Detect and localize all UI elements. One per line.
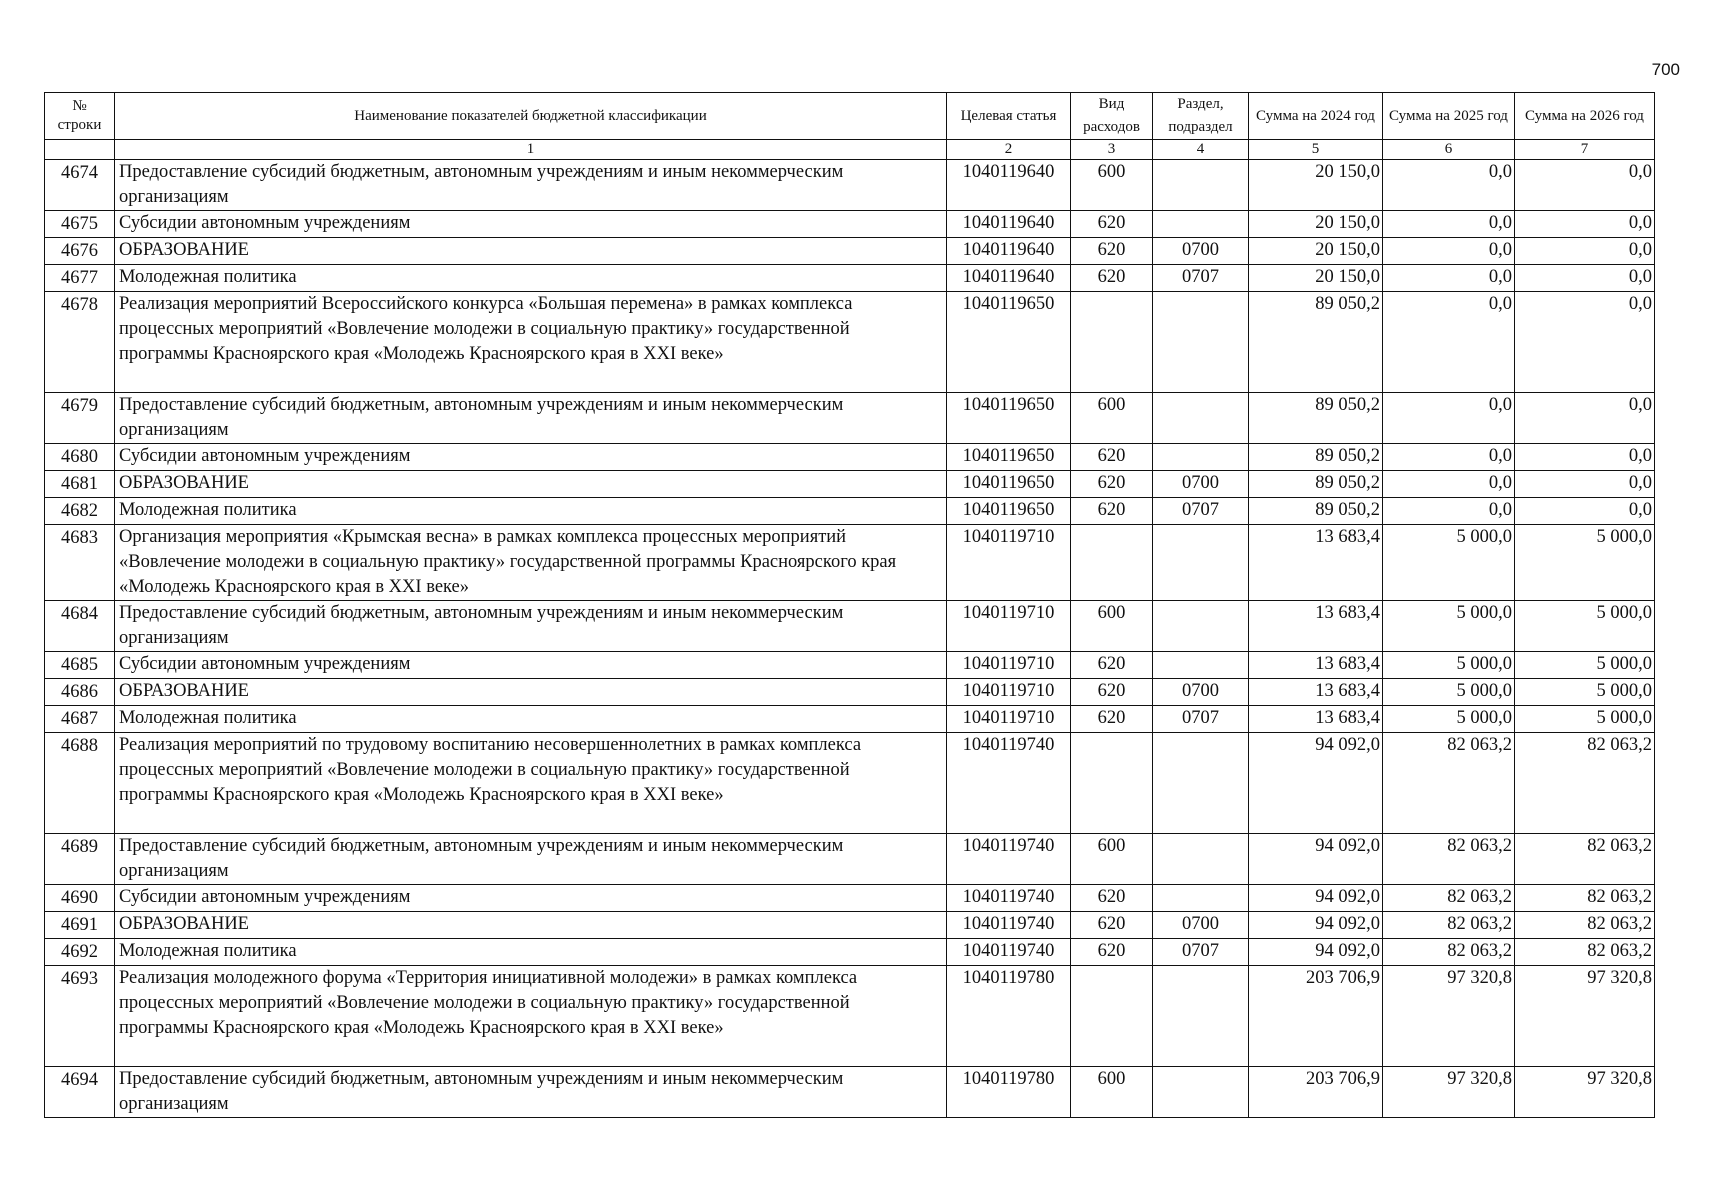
row-amount-2025-cell: 0,0 — [1383, 393, 1515, 444]
row-amount-2025-cell: 0,0 — [1383, 444, 1515, 471]
row-section-cell — [1153, 292, 1249, 393]
row-type-cell — [1071, 733, 1153, 834]
row-amount-2025-cell: 0,0 — [1383, 160, 1515, 211]
row-type-cell — [1071, 525, 1153, 601]
row-target-cell: 1040119640 — [947, 211, 1071, 238]
row-name-cell: Субсидии автономным учреждениям — [115, 652, 947, 679]
row-type-cell: 620 — [1071, 939, 1153, 966]
row-amount-2026-cell: 5 000,0 — [1515, 652, 1655, 679]
row-name-cell: Субсидии автономным учреждениям — [115, 211, 947, 238]
row-type-cell: 600 — [1071, 160, 1153, 211]
row-type-cell: 620 — [1071, 211, 1153, 238]
budget-table — [44, 92, 1655, 1118]
row-name-cell: ОБРАЗОВАНИЕ — [115, 912, 947, 939]
row-amount-2026-cell: 82 063,2 — [1515, 912, 1655, 939]
row-name-cell: Молодежная политика — [115, 939, 947, 966]
row-number-cell: 4676 — [45, 238, 115, 265]
table-row — [45, 471, 1655, 498]
col-number: 4 — [1153, 140, 1249, 160]
table-row — [45, 733, 1655, 834]
row-amount-2025-cell: 82 063,2 — [1383, 939, 1515, 966]
row-type-cell: 620 — [1071, 706, 1153, 733]
row-target-cell: 1040119640 — [947, 160, 1071, 211]
row-type-cell: 620 — [1071, 912, 1153, 939]
table-row — [45, 211, 1655, 238]
row-section-cell — [1153, 1067, 1249, 1118]
row-target-cell: 1040119780 — [947, 1067, 1071, 1118]
row-amount-2024-cell: 94 092,0 — [1249, 939, 1383, 966]
row-name-cell: Предоставление субсидий бюджетным, автономным учреждениям и иным некоммерческим организациям — [115, 834, 947, 885]
row-amount-2025-cell: 82 063,2 — [1383, 885, 1515, 912]
row-target-cell: 1040119640 — [947, 265, 1071, 292]
row-amount-2026-cell: 5 000,0 — [1515, 601, 1655, 652]
row-amount-2024-cell: 94 092,0 — [1249, 834, 1383, 885]
row-amount-2024-cell: 94 092,0 — [1249, 885, 1383, 912]
table-row — [45, 265, 1655, 292]
row-amount-2026-cell: 97 320,8 — [1515, 1067, 1655, 1118]
row-section-cell — [1153, 444, 1249, 471]
row-target-cell: 1040119650 — [947, 471, 1071, 498]
row-amount-2024-cell: 89 050,2 — [1249, 498, 1383, 525]
row-type-cell: 620 — [1071, 265, 1153, 292]
row-number-cell: 4687 — [45, 706, 115, 733]
row-number-cell: 4680 — [45, 444, 115, 471]
row-type-cell: 620 — [1071, 885, 1153, 912]
row-amount-2025-cell: 97 320,8 — [1383, 966, 1515, 1067]
row-name-cell: Субсидии автономным учреждениям — [115, 885, 947, 912]
row-name-cell: Предоставление субсидий бюджетным, автономным учреждениям и иным некоммерческим организациям — [115, 393, 947, 444]
col-number-blank — [45, 140, 115, 160]
row-amount-2026-cell: 0,0 — [1515, 292, 1655, 393]
row-amount-2024-cell: 89 050,2 — [1249, 393, 1383, 444]
header-row — [45, 93, 1655, 140]
table-body — [45, 160, 1655, 1118]
row-number-cell: 4677 — [45, 265, 115, 292]
row-target-cell: 1040119740 — [947, 733, 1071, 834]
row-amount-2026-cell: 82 063,2 — [1515, 885, 1655, 912]
row-target-cell: 1040119740 — [947, 939, 1071, 966]
row-type-cell: 620 — [1071, 444, 1153, 471]
table-row — [45, 498, 1655, 525]
row-amount-2026-cell: 0,0 — [1515, 211, 1655, 238]
row-amount-2025-cell: 5 000,0 — [1383, 601, 1515, 652]
row-number-cell: 4684 — [45, 601, 115, 652]
row-amount-2026-cell: 0,0 — [1515, 238, 1655, 265]
row-type-cell: 600 — [1071, 601, 1153, 652]
row-number-cell: 4679 — [45, 393, 115, 444]
row-section-cell — [1153, 601, 1249, 652]
col-header-row-number: № строки — [45, 93, 115, 140]
row-amount-2025-cell: 5 000,0 — [1383, 525, 1515, 601]
row-type-cell: 620 — [1071, 652, 1153, 679]
row-amount-2024-cell: 89 050,2 — [1249, 444, 1383, 471]
row-section-cell: 0707 — [1153, 939, 1249, 966]
row-target-cell: 1040119710 — [947, 679, 1071, 706]
row-section-cell: 0707 — [1153, 265, 1249, 292]
row-name-cell: ОБРАЗОВАНИЕ — [115, 679, 947, 706]
row-amount-2026-cell: 5 000,0 — [1515, 679, 1655, 706]
row-section-cell — [1153, 211, 1249, 238]
row-amount-2025-cell: 0,0 — [1383, 211, 1515, 238]
row-number-cell: 4689 — [45, 834, 115, 885]
row-target-cell: 1040119740 — [947, 834, 1071, 885]
row-target-cell: 1040119740 — [947, 912, 1071, 939]
row-number-cell: 4694 — [45, 1067, 115, 1118]
row-name-cell: ОБРАЗОВАНИЕ — [115, 471, 947, 498]
row-target-cell: 1040119650 — [947, 393, 1071, 444]
row-target-cell: 1040119710 — [947, 525, 1071, 601]
row-section-cell — [1153, 525, 1249, 601]
col-number: 5 — [1249, 140, 1383, 160]
table-row — [45, 939, 1655, 966]
row-name-cell: Предоставление субсидий бюджетным, автономным учреждениям и иным некоммерческим организациям — [115, 1067, 947, 1118]
table-row — [45, 238, 1655, 265]
table-row — [45, 652, 1655, 679]
row-amount-2025-cell: 82 063,2 — [1383, 834, 1515, 885]
row-type-cell: 620 — [1071, 679, 1153, 706]
row-number-cell: 4682 — [45, 498, 115, 525]
row-amount-2026-cell: 82 063,2 — [1515, 733, 1655, 834]
row-amount-2025-cell: 0,0 — [1383, 238, 1515, 265]
col-number: 7 — [1515, 140, 1655, 160]
table-row — [45, 834, 1655, 885]
row-amount-2026-cell: 0,0 — [1515, 444, 1655, 471]
row-name-cell: Реализация молодежного форума «Территория инициативной молодежи» в рамках комплекса процессных мероприятий «Вовлечение молодежи в социальную практику» государственной программы Красноярского края «Молодежь Красноярского края в XXI веке» — [115, 966, 947, 1067]
row-amount-2026-cell: 5 000,0 — [1515, 525, 1655, 601]
row-amount-2024-cell: 89 050,2 — [1249, 471, 1383, 498]
row-name-cell: Предоставление субсидий бюджетным, автономным учреждениям и иным некоммерческим организациям — [115, 160, 947, 211]
row-amount-2024-cell: 13 683,4 — [1249, 601, 1383, 652]
row-number-cell: 4674 — [45, 160, 115, 211]
row-amount-2025-cell: 5 000,0 — [1383, 706, 1515, 733]
row-section-cell — [1153, 733, 1249, 834]
row-type-cell: 620 — [1071, 471, 1153, 498]
row-amount-2025-cell: 82 063,2 — [1383, 733, 1515, 834]
row-section-cell — [1153, 834, 1249, 885]
row-amount-2025-cell: 5 000,0 — [1383, 679, 1515, 706]
table-row — [45, 912, 1655, 939]
col-header-2026: Сумма на 2026 год — [1515, 93, 1655, 140]
row-target-cell: 1040119710 — [947, 706, 1071, 733]
row-name-cell: Субсидии автономным учреждениям — [115, 444, 947, 471]
row-number-cell: 4692 — [45, 939, 115, 966]
row-amount-2024-cell: 20 150,0 — [1249, 238, 1383, 265]
row-target-cell: 1040119780 — [947, 966, 1071, 1067]
table-row — [45, 292, 1655, 393]
row-section-cell — [1153, 652, 1249, 679]
row-target-cell: 1040119710 — [947, 652, 1071, 679]
row-type-cell — [1071, 292, 1153, 393]
col-number: 3 — [1071, 140, 1153, 160]
table-row — [45, 1067, 1655, 1118]
row-type-cell: 600 — [1071, 393, 1153, 444]
row-section-cell — [1153, 160, 1249, 211]
row-amount-2025-cell: 82 063,2 — [1383, 912, 1515, 939]
row-name-cell: Молодежная политика — [115, 265, 947, 292]
row-section-cell: 0700 — [1153, 679, 1249, 706]
row-amount-2025-cell: 5 000,0 — [1383, 652, 1515, 679]
row-name-cell: Организация мероприятия «Крымская весна» в рамках комплекса процессных мероприятий «Вовлечение молодежи в социальную практику» государственной программы Красноярского края «Молодежь Красноярского края в XXI веке» — [115, 525, 947, 601]
row-amount-2024-cell: 13 683,4 — [1249, 679, 1383, 706]
table-row — [45, 525, 1655, 601]
row-type-cell: 620 — [1071, 498, 1153, 525]
row-number-cell: 4678 — [45, 292, 115, 393]
row-target-cell: 1040119650 — [947, 292, 1071, 393]
page-number: 700 — [1651, 60, 1680, 79]
row-number-cell: 4686 — [45, 679, 115, 706]
table-row — [45, 966, 1655, 1067]
row-number-cell: 4675 — [45, 211, 115, 238]
col-number: 1 — [115, 140, 947, 160]
row-target-cell: 1040119710 — [947, 601, 1071, 652]
row-amount-2024-cell: 13 683,4 — [1249, 652, 1383, 679]
row-target-cell: 1040119640 — [947, 238, 1071, 265]
row-amount-2026-cell: 97 320,8 — [1515, 966, 1655, 1067]
row-number-cell: 4688 — [45, 733, 115, 834]
row-amount-2024-cell: 89 050,2 — [1249, 292, 1383, 393]
row-section-cell — [1153, 966, 1249, 1067]
row-amount-2026-cell: 0,0 — [1515, 265, 1655, 292]
table-row — [45, 601, 1655, 652]
row-name-cell: Предоставление субсидий бюджетным, автономным учреждениям и иным некоммерческим организациям — [115, 601, 947, 652]
col-header-section: Раздел, подраздел — [1153, 93, 1249, 140]
row-section-cell — [1153, 885, 1249, 912]
row-amount-2024-cell: 13 683,4 — [1249, 706, 1383, 733]
row-amount-2026-cell: 0,0 — [1515, 160, 1655, 211]
row-name-cell: Реализация мероприятий Всероссийского конкурса «Большая перемена» в рамках комплекса процессных мероприятий «Вовлечение молодежи в социальную практику» государственной программы Красноярского края «Молодежь Красноярского края в XXI веке» — [115, 292, 947, 393]
row-section-cell — [1153, 393, 1249, 444]
table-row — [45, 393, 1655, 444]
col-header-2025: Сумма на 2025 год — [1383, 93, 1515, 140]
row-amount-2024-cell: 94 092,0 — [1249, 733, 1383, 834]
row-number-cell: 4693 — [45, 966, 115, 1067]
row-section-cell: 0707 — [1153, 498, 1249, 525]
row-name-cell: ОБРАЗОВАНИЕ — [115, 238, 947, 265]
row-amount-2026-cell: 5 000,0 — [1515, 706, 1655, 733]
row-target-cell: 1040119650 — [947, 498, 1071, 525]
row-section-cell: 0707 — [1153, 706, 1249, 733]
row-amount-2026-cell: 0,0 — [1515, 393, 1655, 444]
row-target-cell: 1040119650 — [947, 444, 1071, 471]
row-amount-2024-cell: 20 150,0 — [1249, 265, 1383, 292]
row-amount-2025-cell: 0,0 — [1383, 498, 1515, 525]
row-number-cell: 4690 — [45, 885, 115, 912]
row-name-cell: Молодежная политика — [115, 706, 947, 733]
row-amount-2026-cell: 0,0 — [1515, 498, 1655, 525]
table-row — [45, 706, 1655, 733]
row-amount-2024-cell: 20 150,0 — [1249, 211, 1383, 238]
row-name-cell: Молодежная политика — [115, 498, 947, 525]
row-amount-2025-cell: 0,0 — [1383, 292, 1515, 393]
row-amount-2024-cell: 20 150,0 — [1249, 160, 1383, 211]
row-name-cell: Реализация мероприятий по трудовому воспитанию несовершеннолетних в рамках комплекса процессных мероприятий «Вовлечение молодежи в социальную практику» государственной программы Красноярского края «Молодежь Красноярского края в XXI веке» — [115, 733, 947, 834]
row-section-cell: 0700 — [1153, 238, 1249, 265]
col-number: 2 — [947, 140, 1071, 160]
col-number: 6 — [1383, 140, 1515, 160]
row-target-cell: 1040119740 — [947, 885, 1071, 912]
col-header-name: Наименование показателей бюджетной классификации — [115, 93, 947, 140]
col-header-target: Целевая статья — [947, 93, 1071, 140]
row-amount-2026-cell: 82 063,2 — [1515, 939, 1655, 966]
row-section-cell: 0700 — [1153, 912, 1249, 939]
row-amount-2026-cell: 82 063,2 — [1515, 834, 1655, 885]
row-amount-2025-cell: 0,0 — [1383, 471, 1515, 498]
row-section-cell: 0700 — [1153, 471, 1249, 498]
col-header-2024: Сумма на 2024 год — [1249, 93, 1383, 140]
column-number-row — [45, 140, 1655, 160]
row-number-cell: 4691 — [45, 912, 115, 939]
row-amount-2025-cell: 97 320,8 — [1383, 1067, 1515, 1118]
row-type-cell: 620 — [1071, 238, 1153, 265]
row-amount-2025-cell: 0,0 — [1383, 265, 1515, 292]
table-row — [45, 679, 1655, 706]
row-amount-2024-cell: 203 706,9 — [1249, 966, 1383, 1067]
table-row — [45, 885, 1655, 912]
row-amount-2024-cell: 203 706,9 — [1249, 1067, 1383, 1118]
row-amount-2026-cell: 0,0 — [1515, 471, 1655, 498]
row-number-cell: 4683 — [45, 525, 115, 601]
row-amount-2024-cell: 13 683,4 — [1249, 525, 1383, 601]
row-type-cell — [1071, 966, 1153, 1067]
row-type-cell: 600 — [1071, 834, 1153, 885]
row-amount-2024-cell: 94 092,0 — [1249, 912, 1383, 939]
row-type-cell: 600 — [1071, 1067, 1153, 1118]
table-row — [45, 160, 1655, 211]
col-header-type: Вид расходов — [1071, 93, 1153, 140]
table-row — [45, 444, 1655, 471]
row-number-cell: 4681 — [45, 471, 115, 498]
row-number-cell: 4685 — [45, 652, 115, 679]
